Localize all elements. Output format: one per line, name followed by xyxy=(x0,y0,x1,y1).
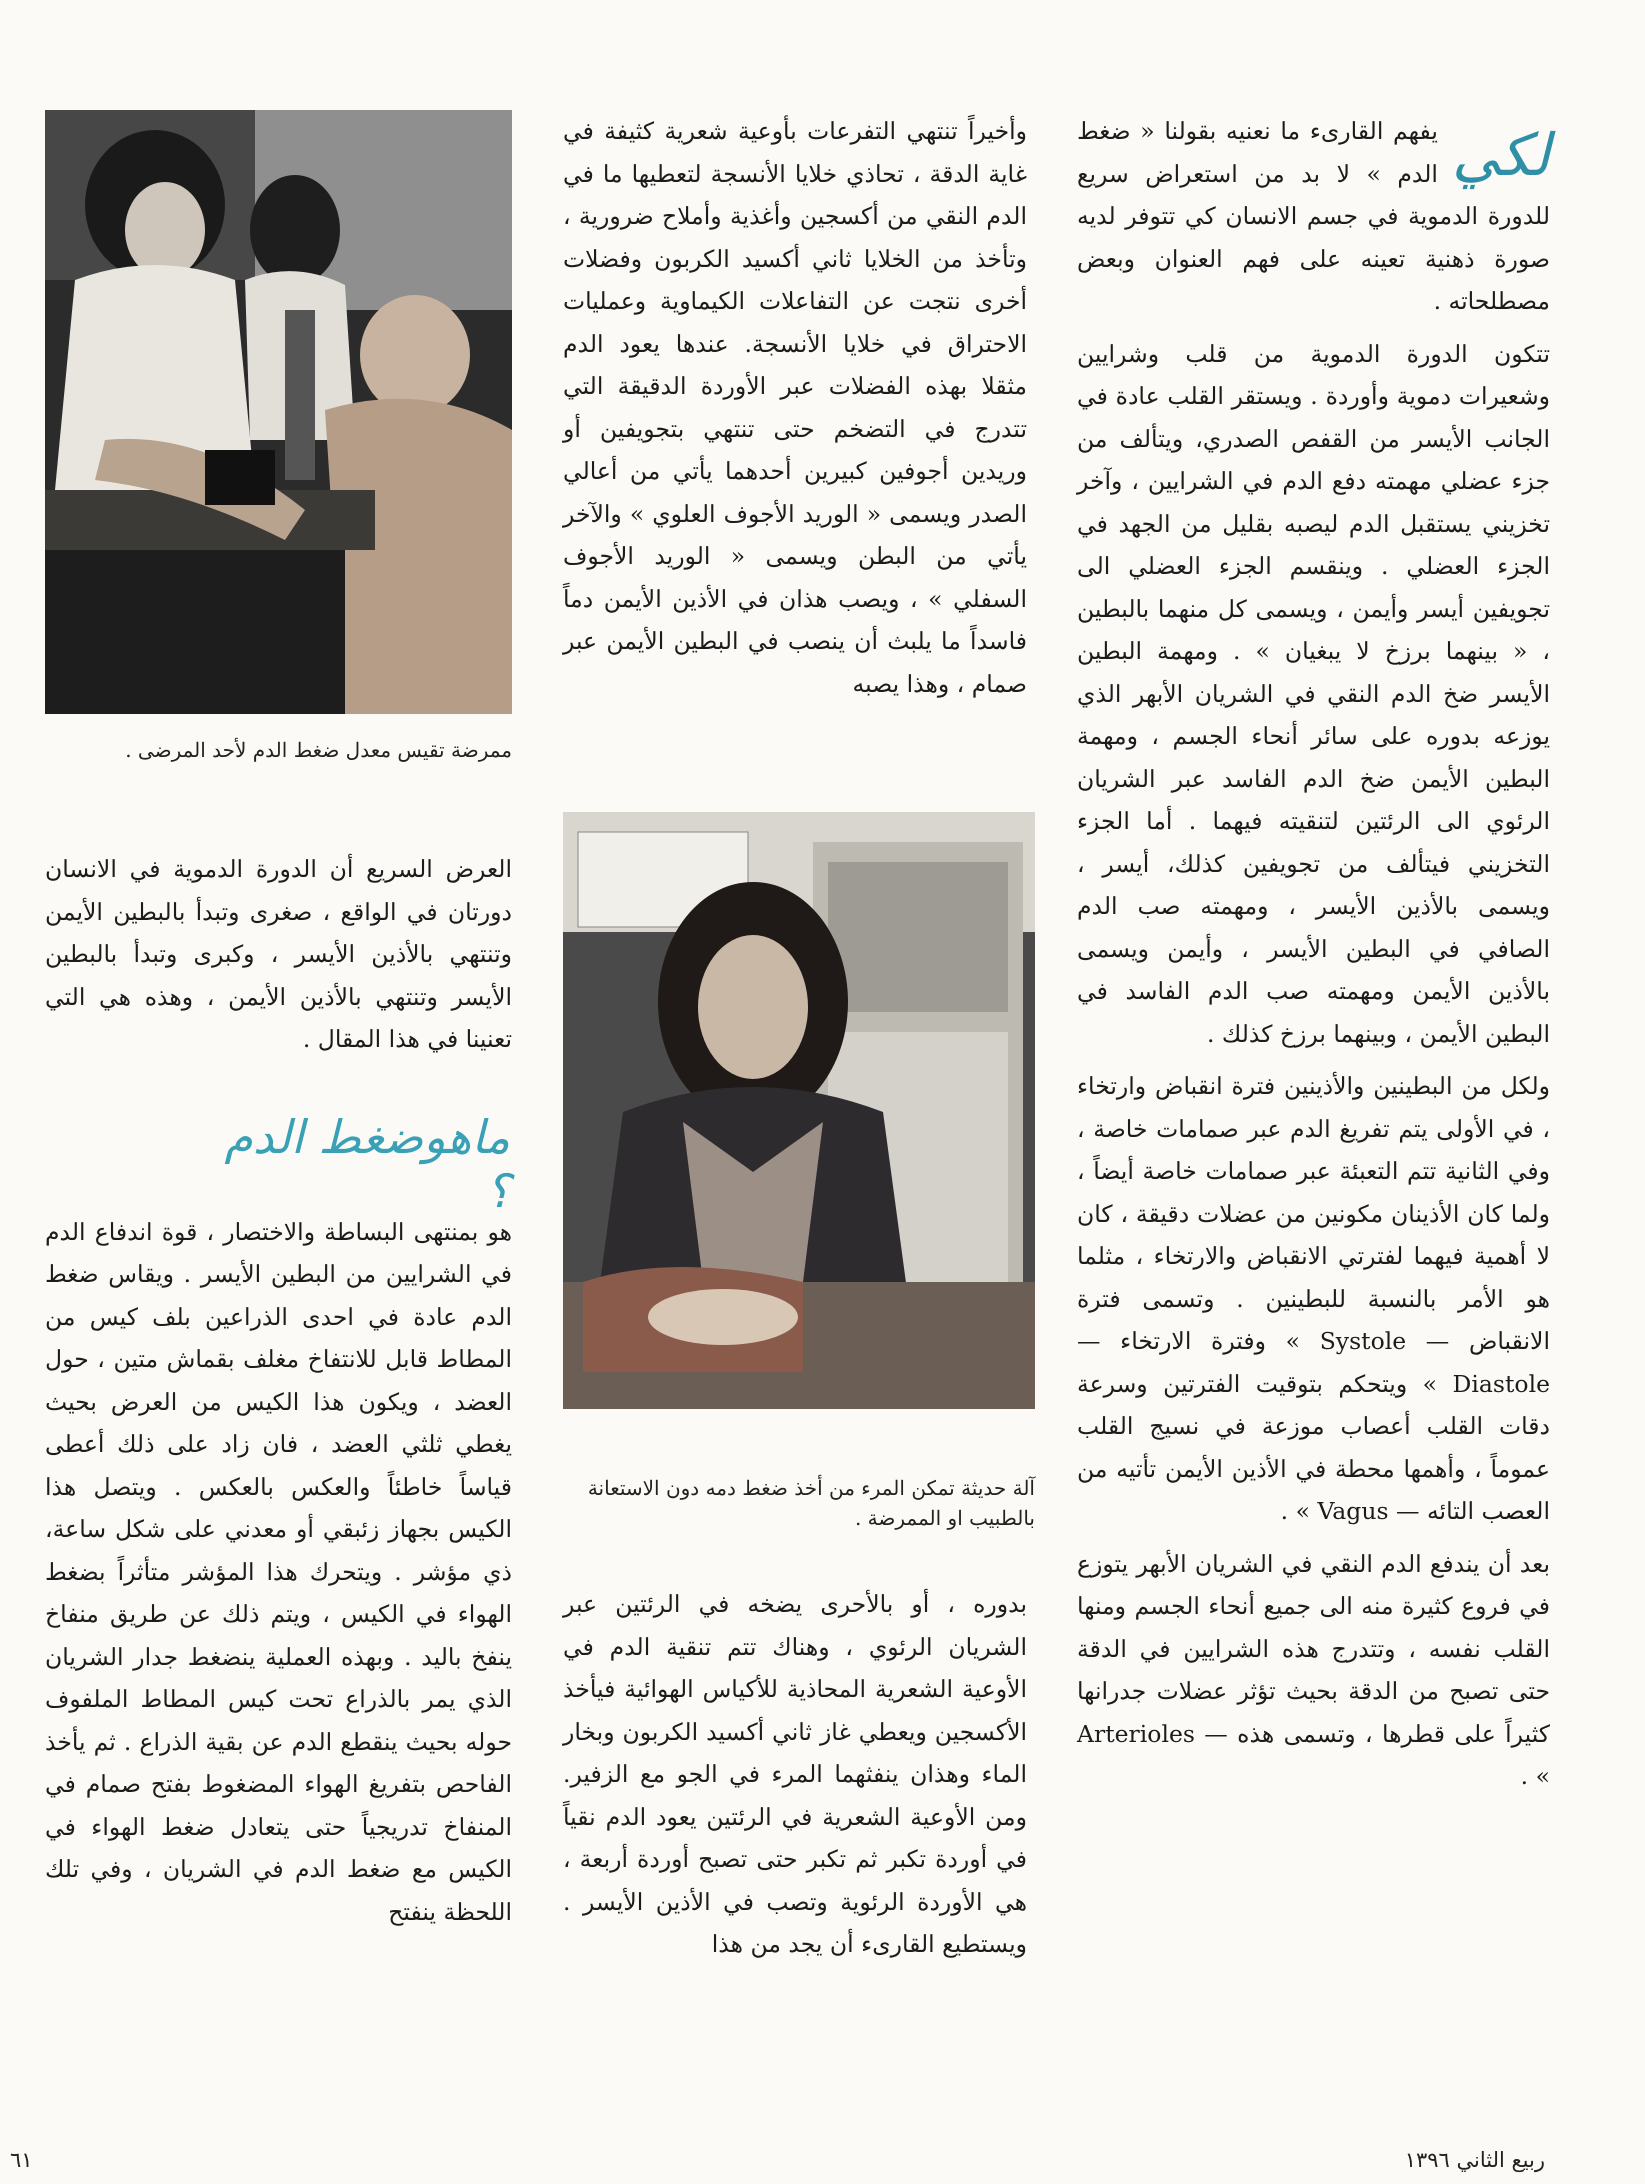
paragraph: يفهم القارىء ما نعنيه بقولنا « ضغط الدم » لا بد من استعراض سريع للدورة الدموية في جسم الانسان كي تتوفر لديه صورة ذهنية تعينه على فهم العنوان وبعض مصطلحاته . xyxy=(1077,117,1550,315)
footer-issue-date: ربيع الثاني ١٣٩٦ xyxy=(1404,2148,1545,2172)
caption-machine: آلة حديثة تمكن المرء من أخذ ضغط دمه دون الاستعانة بالطبيب او الممرضة . xyxy=(587,1476,1035,1530)
paragraph: ولكل من البطينين والأذينين فترة انقباض وارتخاء ، في الأولى يتم تفريغ الدم عبر صمامات خاصة ، وفي الثانية تتم التعبئة عبر صمامات خاصة أيضاً ، ولما كان الأذينان مكونين من عضلات دقيقة ، كان لا أهمية فيهما لفترتي الانقباض والارتخاء ، مثلما هو الأمر بالنسبة للبطينين . وتسمى فترة الانقباض — Systole » وفترة الارتخاء — Diastole » ويتحكم بتوقيت الفترتين وسرعة دقات القلب أعصاب موزعة في نسيج القلب عموماً ، وأهمها محطة في الأذين الأيمن تأتيه من العصب التائه — Vagus » . xyxy=(1077,1072,1550,1525)
article-column-right xyxy=(1077,110,1550,1798)
section-heading: ماهوضغط الدم ؟ xyxy=(224,1110,510,1218)
photo-bp-machine xyxy=(563,812,1035,1409)
paragraph: العرض السريع أن الدورة الدموية في الانسان دورتان في الواقع ، صغرى وتبدأ بالبطين الأيمن وتنتهي بالأذين الأيسر ، وكبرى وتبدأ بالبطين الأيسر وتنتهي بالأذين الأيمن ، وهذه هي التي تعنينا في هذا المقال . xyxy=(45,855,512,1053)
dropcap-word: لكي xyxy=(1451,121,1550,189)
paragraph: تتكون الدورة الدموية من قلب وشرايين وشعيرات دموية وأوردة . ويستقر القلب عادة في الجانب الأيسر من القفص الصدري، ويتألف من جزء عضلي مهمته دفع الدم في الشرايين ، وآخر تخزيني يستقبل الدم ليصبه بقليل من الجهد في الجزء العضلي . وينقسم الجزء العضلي الى تجويفين أيسر وأيمن ، ويسمى كل منهما بالبطين ، « بينهما برزخ لا يبغيان » . ومهمة البطين الأيسر ضخ الدم النقي في الشريان الأبهر الذي يوزعه بدوره على سائر أنحاء الجسم ، ومهمة البطين الأيمن ضخ الدم الفاسد عبر الشريان الرئوي الى الرئتين لتنقيته فيهما . أما الجزء التخزيني فيتألف من تجويفين كذلك، أيسر ، ويسمى بالأذين الأيسر ، ومهمته صب الدم الصافي في البطين الأيسر ، وأيمن ويسمى بالأذين الأيمن ومهمته صب الدم الفاسد في البطين الأيمن ، وبينهما برزخ كذلك . xyxy=(1077,339,1550,1048)
article-column-left-bottom xyxy=(45,848,512,1933)
paragraph: وأخيراً تنتهي التفرعات بأوعية شعرية كثيفة في غاية الدقة ، تحاذي خلايا الأنسجة لتعطيها ما في الدم النقي من أكسجين وأغذية وأملاح ضرورية ، وتأخذ من الخلايا ثاني أكسيد الكربون وفضلات أخرى نتجت عن التفاعلات الكيماوية وعمليات الاحتراق في خلايا الأنسجة. عندها يعود الدم مثقلا بهذه الفضلات عبر الأوردة الدقيقة التي تتدرج في التضخم حتى تنتهي بتجويفين أو وريدين أجوفين كبيرين أحدهما يأتي من أعالي الصدر ويسمى « الوريد الأجوف العلوي » والآخر يأتي من البطن ويسمى « الوريد الأجوف السفلي » ، ويصب هذان في الأذين الأيمن دماً فاسداً ما يلبث أن ينصب في البطين الأيمن عبر صمام ، وهذا يصبه xyxy=(563,117,1027,698)
photo-nurse-patient xyxy=(45,110,512,714)
paragraph: بعد أن يندفع الدم النقي في الشريان الأبهر يتوزع في فروع كثيرة منه الى جميع أنحاء الجسم ومنها القلب نفسه ، وتتدرج هذه الشرايين في الدقة حتى تصبح من الدقة بحيث تؤثر عضلات جدرانها كثيراً على قطرها ، وتسمى هذه — Arterioles » . xyxy=(1077,1549,1550,1790)
article-column-middle-top xyxy=(563,110,1027,705)
article-column-middle-bottom xyxy=(563,1583,1027,1966)
caption-nurse: ممرضة تقيس معدل ضغط الدم لأحد المرضى . xyxy=(125,738,512,762)
paragraph: هو بمنتهى البساطة والاختصار ، قوة اندفاع الدم في الشرايين من البطين الأيسر . ويقاس ضغط الدم عادة في احدى الذراعين بلف كيس من المطاط قابل للانتفاخ مغلف بقماش متين ، حول العضد ، ويكون هذا الكيس من العرض بحيث يغطي ثلثي العضد ، فان زاد على ذلك أعطى قياساً خاطئاً والعكس بالعكس . ويتصل هذا الكيس بجهاز زئبقي أو معدني على شكل ساعة، ذي مؤشر . ويتحرك هذا المؤشر متأثراً بضغط الهواء في الكيس ، ويتم ذلك عن طريق منفاخ ينفخ باليد . وبهذه العملية ينضغط جدار الشريان الذي يمر بالذراع تحت كيس المطاط الملفوف حوله بحيث ينقطع الدم عن بقية الذراع . ثم يأخذ الفاحص بتفريغ الهواء المضغوط بفتح صمام في المنفاخ تدريجياً حتى يتعادل ضغط الهواء في الكيس مع ضغط الدم في الشريان ، وفي تلك اللحظة ينفتح xyxy=(45,1217,512,1926)
page-number: ٦١ xyxy=(10,2148,33,2172)
paragraph: بدوره ، أو بالأحرى يضخه في الرئتين عبر الشريان الرئوي ، وهناك تتم تنقية الدم في الأوعية الشعرية المحاذية للأكياس الهوائية فيأخذ الأكسجين ويعطي غاز ثاني أكسيد الكربون وبخار الماء وهذان ينفثهما المرء في الجو مع الزفير. ومن الأوعية الشعرية في الرئتين يعود الدم نقياً في أوردة تكبر ثم تكبر حتى تصبح أوردة أربعة ، هي الأوردة الرئوية وتصب في الأذين الأيسر . ويستطيع القارىء أن يجد من هذا xyxy=(563,1590,1027,1958)
